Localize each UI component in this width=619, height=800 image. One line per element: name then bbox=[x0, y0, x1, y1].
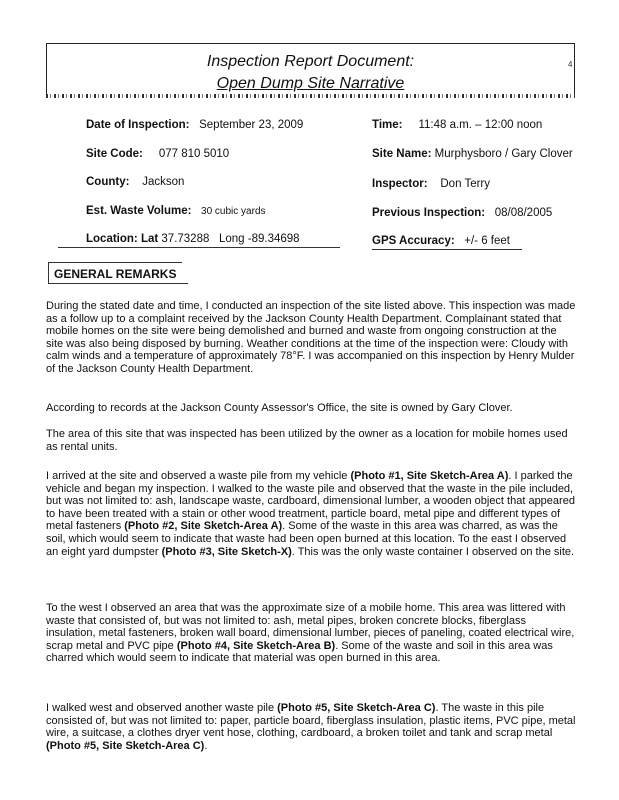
paragraph-ownership: According to records at the Jackson County Assessor's Office, the site is owned by Gary Clover. bbox=[46, 402, 513, 414]
inspection-date: Date of Inspection: September 23, 2009 bbox=[86, 119, 304, 131]
photo-reference: (Photo #3, Site Sketch-X) bbox=[161, 545, 292, 558]
margin-mark: 4 bbox=[568, 60, 573, 69]
paragraph-site-use: The area of this site that was inspected has been utilized by the owner as a location for mobile homes used as rental units. bbox=[46, 428, 568, 453]
inspector: Inspector: Don Terry bbox=[372, 178, 491, 190]
paragraph-area-b: To the west I observed an area that was the approximate size of a mobile home. This area was littered with waste that consisted of, but was not limited to: ash, metal pipes, broken concrete blocks, fiberglass insulation, metal fasteners, broken wall board, dimensional lumber, pieces of paneling, coated electrical wire, scrap metal and PVC pipe (Photo #4, Site Sketch-Area B). Some of the waste and soil in this area was charred which would seem to indicate that material was open burned in this area. bbox=[46, 602, 575, 665]
document-subtitle: Open Dump Site Narrative bbox=[216, 75, 405, 92]
estimated-waste-volume: Est. Waste Volume: 30 cubic yards bbox=[86, 205, 266, 217]
section-heading-rule bbox=[48, 283, 188, 284]
paragraph-area-c: I walked west and observed another waste pile (Photo #5, Site Sketch-Area C). The waste in this pile consisted of, but was not limited to: paper, particle board, fiberglass insulation, plastic items, PVC pipe, metal wire, a suitcase, a clothes dryer vent hose, clothing, cardboard, a broken toilet and tank and scrap metal (Photo #5, Site Sketch-Area C). bbox=[46, 702, 576, 752]
inspection-time: Time: 11:48 a.m. – 12:00 noon bbox=[372, 119, 543, 131]
photo-reference: (Photo #4, Site Sketch-Area B) bbox=[176, 639, 336, 652]
scan-artifact-strip bbox=[46, 94, 575, 98]
location-underline bbox=[58, 247, 340, 248]
photo-reference: (Photo #2, Site Sketch-Area A) bbox=[124, 520, 283, 533]
document-title: Inspection Report Document: bbox=[206, 53, 415, 70]
photo-reference: (Photo #5, Site Sketch-Area C) bbox=[46, 739, 205, 752]
title-box bbox=[46, 43, 575, 95]
gps-underline bbox=[372, 249, 522, 250]
location: Location: Lat 37.73288 Long -89.34698 bbox=[86, 233, 300, 245]
gps-accuracy: GPS Accuracy: +/- 6 feet bbox=[372, 235, 510, 247]
photo-reference: (Photo #1, Site Sketch-Area A) bbox=[350, 470, 509, 482]
paragraph-intro: During the stated date and time, I conducted an inspection of the site listed above. This inspection was made as a follow up to a complaint received by the Jackson County Health Department. Complainant stated that mobile homes on the site were being demolished and burned and waste from ongoing construction at the site was also being disposed by burning. Weather conditions at the time of the inspection were: Cloudy with calm winds and a temperature of approximately 78°F. I was accompanied on this inspection by Henry Mulder of the Jackson County Health Department. bbox=[46, 300, 576, 375]
section-heading: GENERAL REMARKS bbox=[48, 262, 182, 283]
county: County: Jackson bbox=[86, 176, 185, 188]
site-code: Site Code: 077 810 5010 bbox=[86, 148, 230, 160]
previous-inspection: Previous Inspection: 08/08/2005 bbox=[372, 207, 553, 219]
paragraph-waste-pile-a: I arrived at the site and observed a waste pile from my vehicle (Photo #1, Site Sketch-Area A). I parked the vehicle and began my inspection. I walked to the waste pile and observed that the waste in the pile included, but was not limited to: ash, landscape waste, cardboard, dimensional lumber, a wooden object that appeared to have been treated with a stain or other wood treatment, particle board, metal pipe and different types of metal fasteners (Photo #2, Site Sketch-Area A). Some of the waste in this area was charred, as was the soil, which would seem to indicate that waste had been open burned at this location. To the east I observed an eight yard dumpster (Photo #3, Site Sketch-X). This was the only waste container I observed on the site. bbox=[46, 470, 575, 558]
photo-reference: (Photo #5, Site Sketch-Area C) bbox=[277, 702, 436, 714]
site-name: Site Name: Murphysboro / Gary Clover bbox=[372, 148, 573, 160]
